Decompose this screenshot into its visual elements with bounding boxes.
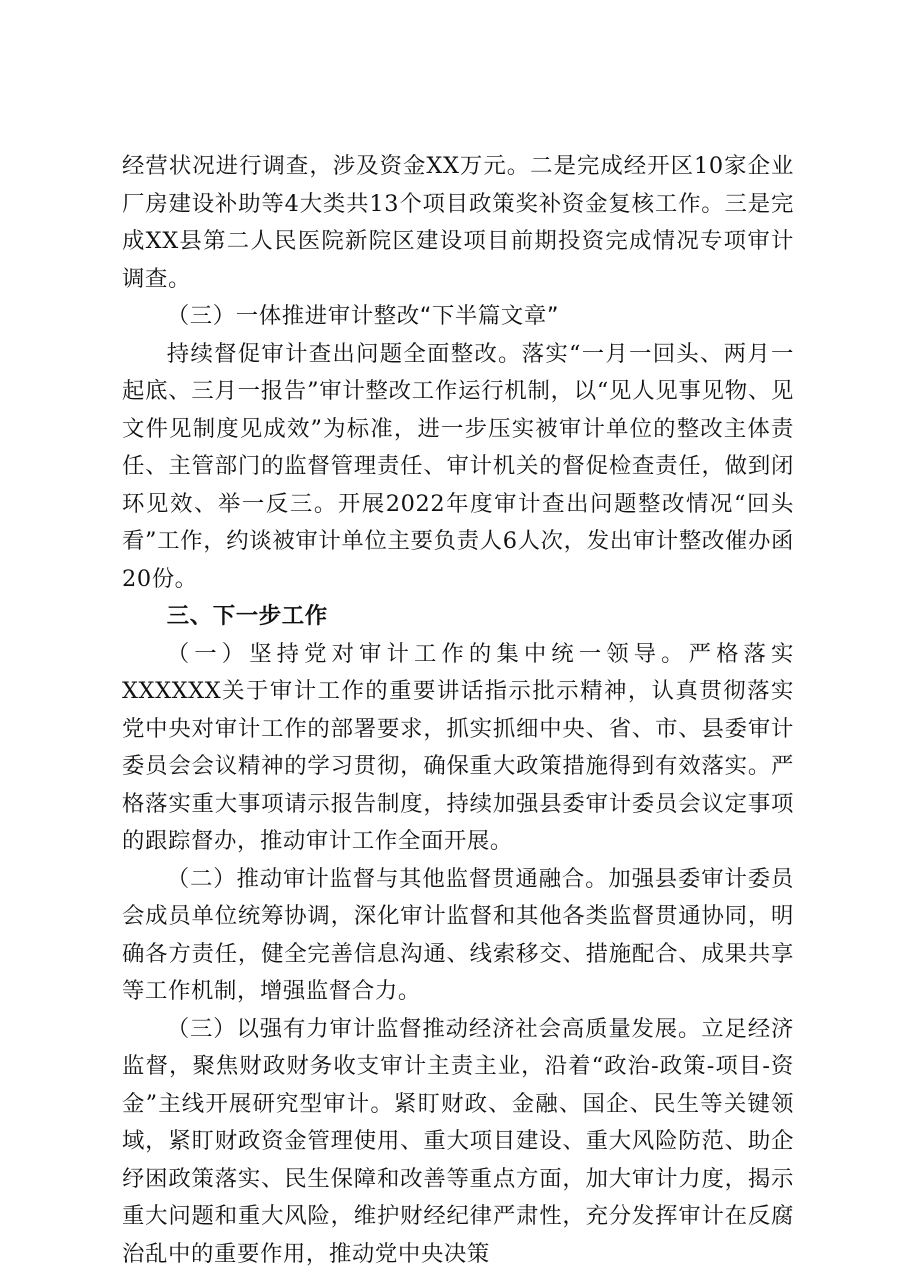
paragraph-survey-continued: 经营状况进行调查，涉及资金XX万元。二是完成经开区10家企业厂房建设补助等4大类共13个项目政策奖补资金复核工作。三是完成XX县第二人民医院新院区建设项目前期投资完成情况专项审计调查。 [122,153,794,292]
paragraph-rectification: 持续督促审计查出问题全面整改。落实“一月一回头、两月一起底、三月一报告”审计整改工作运行机制，以“见人见事见物、见文件见制度见成效”为标准，进一步压实被审计单位的整改主体责任、主管部门的监督管理责任、审计机关的督促检查责任，做到闭环见效、举一反三。开展2022年度审计查出问题整改情况“回头看”工作，约谈被审计单位主要负责人6人次，发出审计整改催办函20份。 [122,340,794,592]
section-heading-next-steps: 三、下一步工作 [166,603,328,629]
subheading-rectification: （三）一体推进审计整改“下半篇文章” [166,303,560,329]
body-supervision-integration: 加强县委审计委员会成员单位统筹协调，深化审计监督和其他各类监督贯通协同，明确各方责任，健全完善信息沟通、线索移交、措施配合、成果共享等工作机制，增强监督合力。 [122,865,794,1004]
lead-party-leadership: （一）坚持党对审计工作的集中统一领导。 [166,640,689,667]
document-body [122,148,794,1273]
paragraph-party-leadership [122,636,794,861]
paragraph-supervision-integration [122,861,794,1011]
lead-supervision-integration: （二）推动审计监督与其他监督贯通融合。 [166,865,609,892]
paragraph-high-quality-development [122,1011,794,1274]
body-party-leadership: 严格落实XXXXXX关于审计工作的重要讲话指示批示精神，认真贯彻落实党中央对审计工作的部署要求，抓实抓细中央、省、市、县委审计委员会会议精神的学习贯彻，确保重大政策措施得到有效落实。严格落实重大事项请示报告制度，持续加强县委审计委员会议定事项的跟踪督办，推动审计工作全面开展。 [122,640,794,854]
lead-high-quality-development: （三）以强有力审计监督推动经济社会高质量发展。 [166,1015,702,1042]
body-high-quality-development: 立足经济监督，聚焦财政财务收支审计主责主业，沿着“政治-政策-项目-资金”主线开展研究型审计。紧盯财政、金融、国企、民生等关键领域，紧盯财政资金管理使用、重大项目建设、重大风险防范、助企纾困政策落实、民生保障和改善等重点方面，加大审计力度，揭示重大问题和重大风险，维护财经纪律严肃性，充分发挥审计在反腐治乱中的重要作用，推动党中央决策 [122,1015,794,1267]
